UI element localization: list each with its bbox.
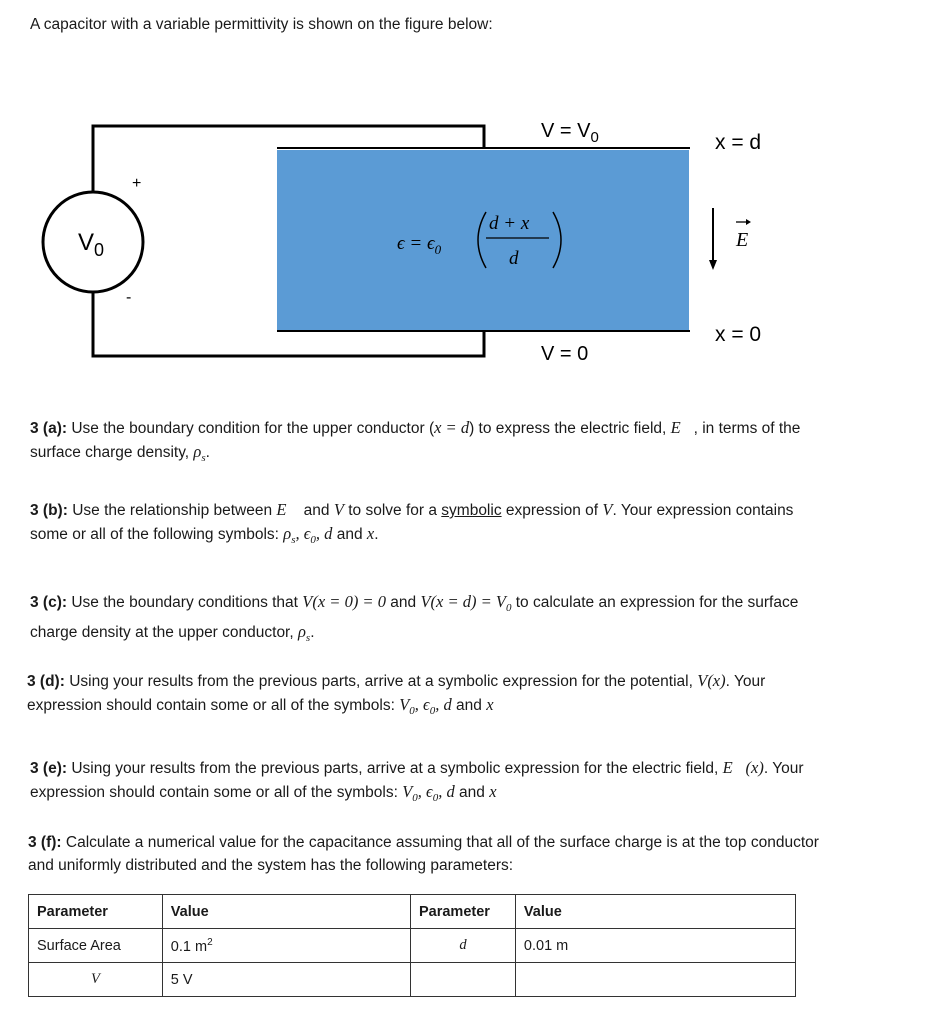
- table-cell: d: [410, 929, 515, 963]
- eps-lhs: $\epsilon = \epsilon_0$: [397, 233, 442, 257]
- field-label: E: [736, 229, 749, 251]
- table-header-row: [29, 895, 796, 929]
- parameter-table: [28, 894, 796, 997]
- question-3a: 3 (a): Use the boundary condition for the upper conductor (x = d) to express the electric field, E⃗, in terms of the surface charge density, $\rho_s$.: [30, 418, 801, 465]
- x-top-label: x = d: [715, 131, 762, 154]
- v-bottom-label: V = 0: [541, 343, 589, 365]
- v-top-label: $V = V_0$: [541, 120, 599, 146]
- source-label: $V_0$: [78, 229, 105, 260]
- table-row: [29, 963, 796, 997]
- table-row: [29, 929, 796, 963]
- header-cell: Parameter: [29, 895, 163, 929]
- capacitor-figure: [0, 0, 941, 380]
- header-cell: Parameter: [410, 895, 515, 929]
- table-cell: Surface Area: [29, 929, 163, 963]
- header-cell: Value: [515, 895, 795, 929]
- x-bottom-label: x = 0: [715, 323, 762, 346]
- table-cell: 0.01 m: [515, 929, 795, 963]
- frac-numerator: d + x: [489, 213, 530, 234]
- question-3b: 3 (b): Use the relationship between E⃗ and V to solve for a symbolic expression of V. Your expression contains some or all of the following symbols: $\rho_s$, $\epsilon_0$, d and x.: [30, 500, 794, 547]
- table-cell: [515, 963, 795, 997]
- table-cell: 0.1 $m^2$: [162, 929, 410, 963]
- table-cell: [410, 963, 515, 997]
- header-cell: Value: [162, 895, 410, 929]
- question-3d: 3 (d): Using your results from the previous parts, arrive at a symbolic expression for the potential, V(x). Your expression should contain some or all of the symbols: $V_0$, $\epsilon_0$, d and x: [27, 671, 766, 718]
- table-cell: 5 V: [162, 963, 410, 997]
- frac-denominator: d: [509, 248, 519, 269]
- dielectric-block: [277, 150, 689, 330]
- plus-sign: +: [132, 175, 142, 192]
- field-arrowhead-icon: [709, 260, 717, 270]
- question-3f: 3 (f): Calculate a numerical value for the capacitance assuming that all of the surface charge is at the top conductor and uniformly distributed and the system has the following parameters:: [28, 834, 819, 874]
- minus-sign: -: [126, 289, 132, 306]
- intro-text: A capacitor with a variable permittivity is shown on the figure below:: [30, 16, 493, 33]
- table-cell: V: [29, 963, 163, 997]
- question-3c: 3 (c): Use the boundary conditions that V(x = 0) = 0 and $V(x = d) = V_0$ to calculate an expression for the surface charge density at the upper conductor, $\rho_s$.: [30, 592, 799, 645]
- question-3e: 3 (e): Using your results from the previous parts, arrive at a symbolic expression for the electric field, E⃗(x). Your expression should contain some or all of the symbols: $V_0$, $\epsilon_0$, d and x: [30, 758, 804, 805]
